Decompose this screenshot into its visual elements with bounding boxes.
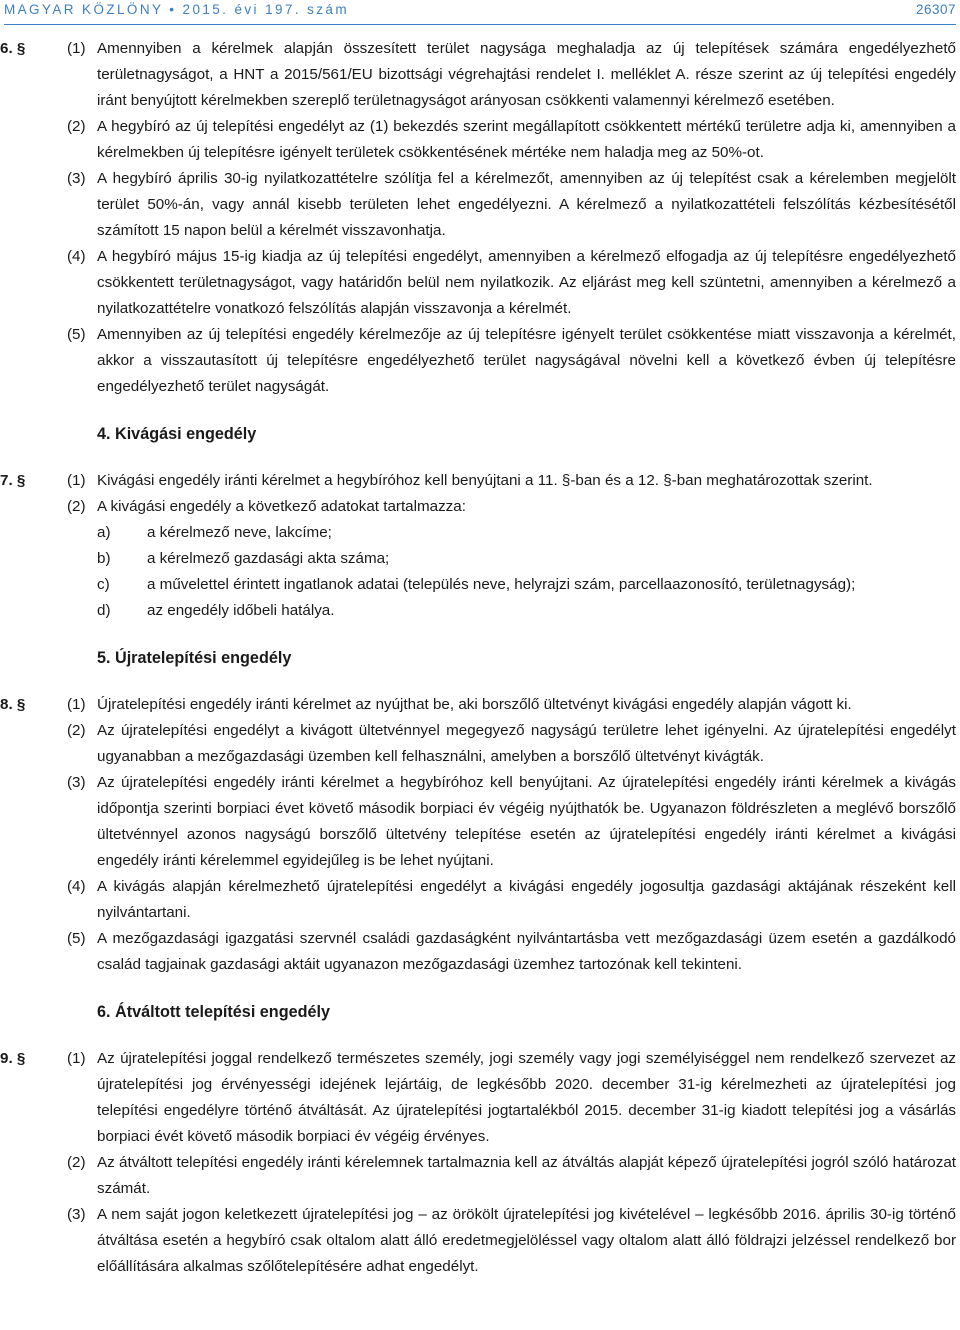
paragraph-text: Az átváltott telepítési engedély iránti kérelemnek tartalmaznia kell az átváltás alapját képező újratelepítési jogról szóló határozat számát. [97, 1154, 956, 1197]
paragraph-3 [67, 1202, 956, 1280]
list-item [97, 546, 956, 572]
paragraph-text: A hegybíró április 30-ig nyilatkozattételre szólítja fel a kérelmezőt, amennyiben az új telepítést csak a kérelemben megjelölt terület 50%-án, vagy annál kisebb területen lehet engedélyezni. A kérelmező a nyilatkozattételi felszólítás kézbesítésétől számított 15 napon belül a kérelmét visszavonhatja. [97, 170, 956, 239]
chapter-heading-6: 6. Átváltott telepítési engedély [97, 1003, 330, 1021]
paragraph-2 [67, 494, 956, 520]
paragraph-5 [67, 926, 956, 978]
paragraph-2 [67, 114, 956, 166]
paragraph-text: Amennyiben az új telepítési engedély kérelmezője az új telepítésre igényelt terület csökkentése miatt visszavonja a kérelmét, akkor a visszautasított új telepítésre engedélyezhető terület nagyságával növelni kell a következő évben új telepítésre engedélyezhető terület nagyságát. [97, 326, 956, 395]
paragraph-number: (1) [67, 696, 86, 713]
paragraph-4 [67, 874, 956, 926]
paragraph-text: Kivágási engedély iránti kérelmet a hegybíróhoz kell benyújtani a 11. §-ban és a 12. §-ban meghatározottak szerint. [97, 472, 873, 489]
paragraph-text: A nem saját jogon keletkezett újratelepítési jog – az örökölt újratelepítési jog kivételével – legkésőbb 2016. április 30-ig történő átváltása esetén a hegybíró csak oltalom alatt álló eredetmegjelöléssel vagy oltalom alatt álló földrajzi jelzéssel rendelkező bor előállítására alkalmas szőlőtelepítésére adhat engedélyt. [97, 1206, 956, 1275]
paragraph-number: (2) [67, 1154, 86, 1171]
paragraph-text: Az újratelepítési joggal rendelkező természetes személy, jogi személy vagy jogi személyiséggel nem rendelkező szervezet az újratelepítési jog érvényességi idejének lejártáig, de legkésőbb 2020. december 31-ig kérelmezheti az újratelepítési jog telepítési engedélyre történő átváltását. Az újratelepítési jogtartalékból 2015. december 31-ig kiadott telepítési jog a vásárlás borpiaci évét követő második borpiaci év végéig érvényes. [97, 1050, 956, 1145]
section-8 [0, 692, 956, 978]
paragraph-1 [67, 36, 956, 114]
paragraph-number: (5) [67, 326, 86, 343]
paragraph-3 [67, 166, 956, 244]
paragraph-text: Újratelepítési engedély iránti kérelmet az nyújthat be, aki borszőlő ültetvényt kivágási engedély alapján vágott ki. [97, 696, 852, 713]
paragraph-number: (4) [67, 248, 86, 265]
chapter-heading-5: 5. Újratelepítési engedély [97, 649, 292, 667]
paragraph-number: (1) [67, 40, 86, 57]
list-item [97, 598, 956, 624]
section-number: 7. § [0, 472, 26, 489]
list-item-label: a) [97, 524, 111, 541]
paragraph-text: A hegybíró május 15-ig kiadja az új telepítési engedélyt, amennyiben a kérelmező elfogadja az új telepítésre engedélyezhető csökkentett területnagyságot, vagy határidőn belül nem nyilatkozik. Az eljárást meg kell szüntetni, amennyiben a kérelmező a nyilatkozattételre vonatkozó felszólítás alapján visszavonja a kérelmét. [97, 248, 956, 317]
paragraph-text: Az újratelepítési engedélyt a kivágott ültetvénnyel megegyező nagyságú területre lehet igényelni. Az újratelepítési engedélyt ugyanabban a mezőgazdasági üzemben kell felhasználni, amelyben a borszőlő ültetvényt kivágták. [97, 722, 956, 765]
chapter-heading-4: 4. Kivágási engedély [97, 425, 257, 443]
paragraph-5 [67, 322, 956, 400]
paragraph-text: Amennyiben a kérelmek alapján összesített terület nagysága meghaladja az új telepítések számára engedélyezhető területnagyságot, a HNT a 2015/561/EU bizottsági végrehajtási rendelet I. melléklet A. része szerint az új telepítési engedély iránt benyújtott kérelmekben szereplő területnagyságot arányosan csökkenti valamennyi kérelmező esetében. [97, 40, 956, 109]
paragraph-text: A kivágás alapján kérelmezhető újratelepítési engedélyt a kivágási engedély jogosultja gazdasági aktájának részeként kell nyilvántartani. [97, 878, 956, 921]
paragraph-1 [67, 1046, 956, 1150]
page-number: 26307 [915, 2, 956, 17]
paragraph-2 [67, 1150, 956, 1202]
paragraph-number: (2) [67, 118, 86, 135]
paragraph-4 [67, 244, 956, 322]
list-item-text: a kérelmező neve, lakcíme; [147, 524, 332, 541]
journal-title: MAGYAR KÖZLÖNY • 2015. évi 197. szám [4, 2, 349, 17]
paragraph-number: (3) [67, 1206, 86, 1223]
page-header [4, 0, 956, 25]
paragraph-number: (4) [67, 878, 86, 895]
list-item-text: a művelettel érintett ingatlanok adatai (település neve, helyrajzi szám, parcellaazonosító, területnagyság); [147, 576, 856, 593]
paragraph-number: (1) [67, 472, 86, 489]
paragraph-1 [67, 692, 956, 718]
list-item [97, 572, 956, 598]
list-item [97, 520, 956, 546]
list-item-text: a kérelmező gazdasági akta száma; [147, 550, 390, 567]
paragraph-3 [67, 770, 956, 874]
section-9 [0, 1046, 956, 1280]
list-item-text: az engedély időbeli hatálya. [147, 602, 335, 619]
paragraph-number: (1) [67, 1050, 86, 1067]
section-number: 8. § [0, 696, 26, 713]
paragraph-text: A kivágási engedély a következő adatokat tartalmazza: [97, 498, 466, 515]
paragraph-number: (3) [67, 774, 86, 791]
section-6 [0, 36, 956, 400]
section-number: 6. § [0, 40, 26, 57]
paragraph-number: (5) [67, 930, 86, 947]
list-item-label: b) [97, 550, 111, 567]
document-body [0, 36, 960, 1280]
paragraph-text: A hegybíró az új telepítési engedélyt az (1) bekezdés szerint megállapított csökkentett mértékű területre adja ki, amennyiben a kérelmekben új telepítésre igényelt területek csökkentésének mértéke nem haladja meg az 50%-ot. [97, 118, 956, 161]
paragraph-text: A mezőgazdasági igazgatási szervnél családi gazdaságként nyilvántartásba vett mezőgazdasági üzem esetén a gazdálkodó család tagjainak gazdasági aktáit ugyanazon mezőgazdasági üzemhez tartozónak kell tekinteni. [97, 930, 956, 973]
section-number: 9. § [0, 1050, 26, 1067]
list-item-label: c) [97, 576, 110, 593]
paragraph-number: (3) [67, 170, 86, 187]
section-7 [0, 468, 956, 624]
paragraph-number: (2) [67, 722, 86, 739]
paragraph-2 [67, 718, 956, 770]
paragraph-number: (2) [67, 498, 86, 515]
paragraph-text: Az újratelepítési engedély iránti kérelmet a hegybíróhoz kell benyújtani. Az újratelepítési engedély iránti kérelmek a kivágás időpontja szerinti borpiaci évet követő második borpiaci év végéig nyújthatók be. Ugyanazon földrészleten a meglévő borszőlő ültetvénnyel azonos nagyságú borszőlő ültetvény telepítése esetén az újratelepítési engedély iránti kérelmet a kivágási engedély iránti kérelemmel egyidejűleg is be lehet nyújtani. [97, 774, 956, 869]
list-item-label: d) [97, 602, 111, 619]
paragraph-1 [67, 468, 956, 494]
